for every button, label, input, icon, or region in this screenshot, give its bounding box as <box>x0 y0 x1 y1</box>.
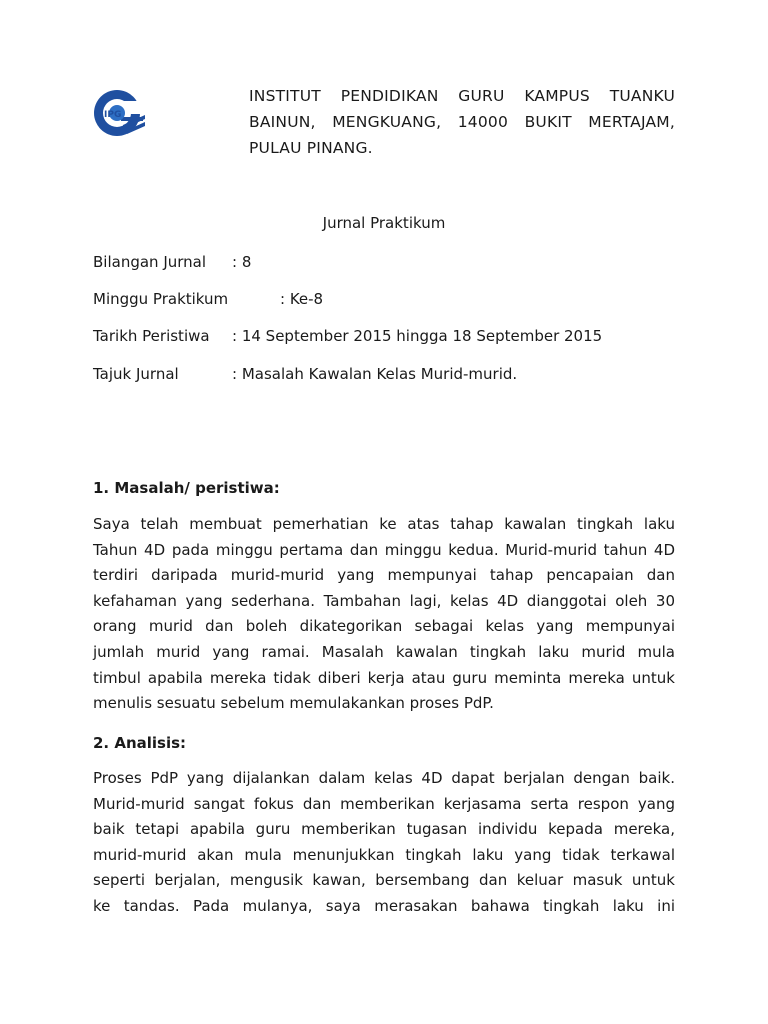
meta-value: : 14 September 2015 hingga 18 September 2015 <box>232 327 603 345</box>
paragraph-line: Proses PdP yang dijalankan dalam kelas 4D dapat berjalan dengan baik. <box>93 769 675 787</box>
section1-paragraph <box>93 512 675 717</box>
meta-label: Minggu Praktikum <box>93 290 229 308</box>
paragraph-line: ke tandas. Pada mulanya, saya merasakan bahawa tingkah laku ini <box>93 896 675 915</box>
paragraph-line: jumlah murid yang ramai. Masalah kawalan tingkah laku murid mula <box>93 642 675 661</box>
svg-text:IPG: IPG <box>104 110 122 120</box>
meta-value: : 8 <box>232 253 252 271</box>
section2-heading: 2. Analisis: <box>93 734 187 752</box>
paragraph-line: kefahaman yang sederhana. Tambahan lagi, kelas 4D dianggotai oleh 30 <box>93 591 675 610</box>
institute-title: INSTITUT PENDIDIKAN GURU KAMPUS TUANKU BAINUN, MENGKUANG, 14000 BUKIT MERTAJAM, PULAU PINANG. <box>249 87 675 157</box>
journal-title: Jurnal Praktikum <box>322 214 446 232</box>
paragraph-line: Murid-murid sangat fokus dan memberikan kerjasama serta respon yang <box>93 794 675 813</box>
section1-heading: 1. Masalah/ peristiwa: <box>93 479 280 497</box>
paragraph-line: Saya telah membuat pemerhatian ke atas tahap kawalan tingkah laku <box>93 515 675 533</box>
ipg-logo <box>93 87 145 139</box>
section2-paragraph <box>93 766 675 920</box>
paragraph-line: timbul apabila mereka tidak diberi kerja atau guru meminta mereka untuk <box>93 668 675 687</box>
meta-label: Tajuk Jurnal <box>93 365 179 383</box>
meta-label: Tarikh Peristiwa <box>93 327 210 345</box>
paragraph-line: menulis sesuatu sebelum memulakankan proses PdP. <box>93 694 494 713</box>
meta-label: Bilangan Jurnal <box>93 253 207 271</box>
paragraph-line: terdiri daripada murid-murid yang mempunyai tahap pencapaian dan <box>93 566 675 585</box>
meta-value: : Ke-8 <box>280 290 324 308</box>
paragraph-line: murid-murid akan mula menunjukkan tingkah laku yang tidak terkawal <box>93 845 675 864</box>
paragraph-line: seperti berjalan, mengusik kawan, bersembang dan keluar masuk untuk <box>93 871 675 890</box>
meta-value: : Masalah Kawalan Kelas Murid-murid. <box>232 365 518 383</box>
paragraph-line: orang murid dan boleh dikategorikan sebagai kelas yang mempunyai <box>93 617 675 636</box>
paragraph-line: baik tetapi apabila guru memberikan tugasan individu kepada mereka, <box>93 820 675 839</box>
paragraph-line: Tahun 4D pada minggu pertama dan minggu kedua. Murid-murid tahun 4D <box>93 540 675 559</box>
